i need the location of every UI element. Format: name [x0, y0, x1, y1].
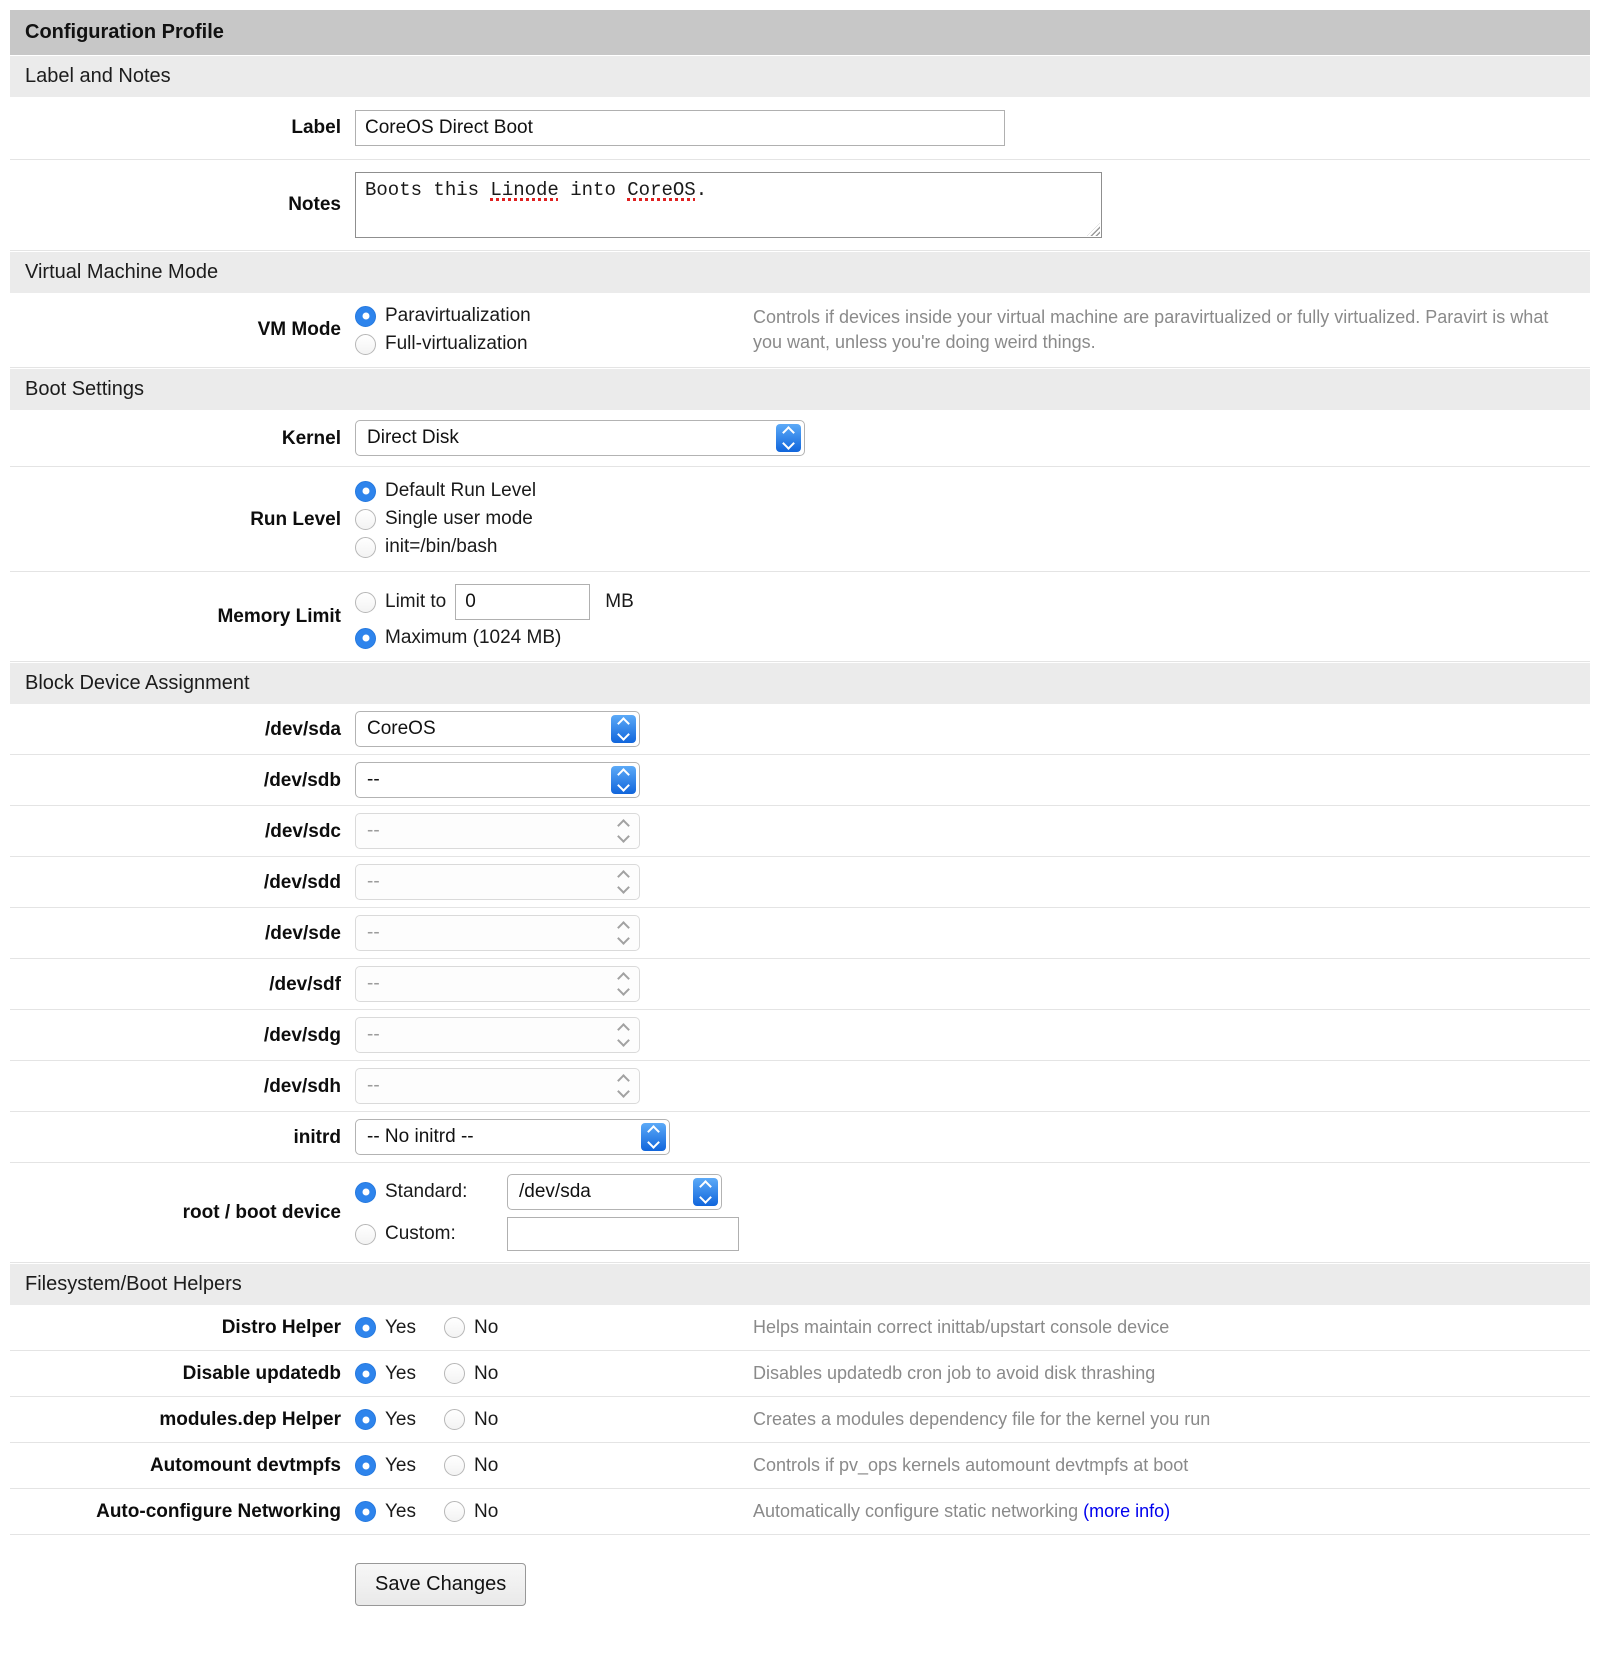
run-level-label: Run Level: [250, 508, 341, 530]
select-spinner-icon: [611, 919, 636, 947]
select-spinner-icon: [611, 766, 636, 794]
section-boot-settings: Boot Settings: [10, 369, 1590, 410]
radio-yes-label: Yes: [385, 1408, 416, 1430]
device-sdc-select-value: --: [367, 820, 380, 842]
radio-yes-label: Yes: [385, 1316, 416, 1338]
notes-text: Boots this: [365, 179, 491, 201]
device-row-sda: [10, 704, 1590, 755]
select-spinner-icon: [693, 1178, 718, 1206]
device-sdf-label: /dev/sdf: [269, 973, 341, 995]
notes-text: .: [695, 179, 708, 201]
memory-limit-input[interactable]: [455, 584, 590, 620]
helper-row-modules-dep: [10, 1397, 1590, 1443]
run-level-row: [10, 467, 1590, 572]
modules-dep-helper-label: modules.dep Helper: [159, 1409, 341, 1430]
device-sdg-label: /dev/sdg: [263, 1024, 341, 1046]
auto-configure-networking-help-text: [753, 1499, 1590, 1524]
radio-automount-no[interactable]: [444, 1455, 465, 1476]
root-boot-device-row: [10, 1163, 1590, 1263]
label-field-label: Label: [291, 117, 341, 139]
label-row: [10, 97, 1590, 160]
root-custom-label: Custom:: [385, 1223, 456, 1245]
memory-limit-label: Memory Limit: [217, 606, 341, 627]
radio-yes-label: Yes: [385, 1362, 416, 1384]
radio-distro-helper-no[interactable]: [444, 1317, 465, 1338]
device-sdg-select: [355, 1017, 640, 1053]
radio-memory-limit-to-label: Limit to: [385, 591, 447, 613]
helper-row-updatedb: [10, 1351, 1590, 1397]
radio-full-virtualization[interactable]: [355, 334, 376, 355]
device-sdd-select-value: --: [367, 871, 380, 893]
device-sdd-label: /dev/sdd: [263, 871, 341, 893]
device-row-sdb: [10, 755, 1590, 806]
radio-no-label: No: [474, 1408, 499, 1430]
radio-memory-maximum[interactable]: [355, 628, 376, 649]
radio-automount-yes[interactable]: [355, 1455, 376, 1476]
radio-memory-maximum-label: Maximum (1024 MB): [385, 627, 562, 649]
select-spinner-icon: [611, 868, 636, 896]
helper-row-auto-networking: [10, 1489, 1590, 1535]
distro-helper-help-text: Helps maintain correct inittab/upstart console device: [753, 1317, 1170, 1338]
device-row-sdh: [10, 1061, 1590, 1112]
select-spinner-icon: [776, 424, 801, 452]
kernel-select-value: Direct Disk: [367, 427, 459, 449]
device-sda-select-value: CoreOS: [367, 718, 436, 740]
device-sdg-select-value: --: [367, 1024, 380, 1046]
radio-auto-networking-no[interactable]: [444, 1501, 465, 1522]
helper-row-automount: [10, 1443, 1590, 1489]
textarea-resize-handle-icon[interactable]: [1087, 223, 1100, 236]
device-sdc-label: /dev/sdc: [264, 820, 341, 842]
root-custom-input[interactable]: [507, 1217, 739, 1251]
disable-updatedb-help-text: Disables updatedb cron job to avoid disk thrashing: [753, 1363, 1156, 1384]
device-sdf-select: [355, 966, 640, 1002]
device-sda-select[interactable]: [355, 711, 640, 747]
device-row-sdf: [10, 959, 1590, 1010]
radio-root-custom[interactable]: [355, 1224, 376, 1245]
root-boot-device-label: root / boot device: [182, 1202, 341, 1223]
radio-no-label: No: [474, 1500, 499, 1522]
device-sdb-label: /dev/sdb: [263, 769, 341, 791]
radio-modules-dep-yes[interactable]: [355, 1409, 376, 1430]
automount-devtmpfs-help-text: Controls if pv_ops kernels automount devtmpfs at boot: [753, 1455, 1189, 1476]
radio-init-bin-bash[interactable]: [355, 537, 376, 558]
configuration-profile-page: [10, 10, 1590, 1646]
notes-text-misspelled: CoreOS: [627, 179, 696, 201]
memory-limit-row: [10, 572, 1590, 662]
more-info-link[interactable]: (more info): [1083, 1501, 1171, 1522]
radio-no-label: No: [474, 1454, 499, 1476]
initrd-select-value: -- No initrd --: [367, 1126, 474, 1148]
save-area: [10, 1535, 1590, 1646]
notes-text: into: [558, 179, 628, 201]
disable-updatedb-label: Disable updatedb: [182, 1363, 341, 1384]
notes-textarea[interactable]: [355, 172, 1102, 238]
auto-networking-help-text: Automatically configure static networking: [753, 1501, 1084, 1522]
radio-default-run-level[interactable]: [355, 481, 376, 502]
select-spinner-icon: [611, 970, 636, 998]
vm-mode-row: [10, 293, 1590, 368]
select-spinner-icon: [611, 817, 636, 845]
radio-paravirtualization-label: Paravirtualization: [385, 305, 531, 327]
page-title: Configuration Profile: [10, 10, 1590, 55]
device-row-sdd: [10, 857, 1590, 908]
select-spinner-icon: [611, 715, 636, 743]
section-filesystem-boot-helpers: Filesystem/Boot Helpers: [10, 1264, 1590, 1305]
radio-auto-networking-yes[interactable]: [355, 1501, 376, 1522]
device-sde-label: /dev/sde: [264, 922, 341, 944]
select-spinner-icon: [611, 1072, 636, 1100]
device-sdb-select-value: --: [367, 769, 380, 791]
helper-row-distro: [10, 1305, 1590, 1351]
notes-field-label: Notes: [288, 194, 341, 216]
initrd-row: [10, 1112, 1590, 1163]
initrd-label: initrd: [293, 1126, 341, 1148]
radio-distro-helper-yes[interactable]: [355, 1317, 376, 1338]
device-sdd-select: [355, 864, 640, 900]
select-spinner-icon: [611, 1021, 636, 1049]
radio-no-label: No: [474, 1362, 499, 1384]
device-sde-select: [355, 915, 640, 951]
memory-limit-unit: MB: [605, 591, 634, 613]
device-row-sdg: [10, 1010, 1590, 1061]
device-sdb-select[interactable]: [355, 762, 640, 798]
radio-root-standard[interactable]: [355, 1182, 376, 1203]
automount-devtmpfs-label: Automount devtmpfs: [149, 1455, 341, 1476]
section-label-and-notes: Label and Notes: [10, 56, 1590, 97]
device-sdh-select-value: --: [367, 1075, 380, 1097]
root-standard-select-value: /dev/sda: [519, 1181, 591, 1203]
kernel-select[interactable]: [355, 420, 805, 456]
select-spinner-icon: [641, 1123, 666, 1151]
device-sdh-select: [355, 1068, 640, 1104]
initrd-select[interactable]: [355, 1119, 670, 1155]
kernel-row: [10, 410, 1590, 467]
device-sde-select-value: --: [367, 922, 380, 944]
radio-disable-updatedb-no[interactable]: [444, 1363, 465, 1384]
section-block-device-assignment: Block Device Assignment: [10, 663, 1590, 704]
section-virtual-machine-mode: Virtual Machine Mode: [10, 252, 1590, 293]
vm-mode-label: VM Mode: [257, 319, 341, 341]
radio-yes-label: Yes: [385, 1500, 416, 1522]
radio-no-label: No: [474, 1316, 499, 1338]
radio-init-bin-bash-label: init=/bin/bash: [385, 536, 498, 558]
modules-dep-help-text: Creates a modules dependency file for the kernel you run: [753, 1409, 1211, 1430]
device-sdf-select-value: --: [367, 973, 380, 995]
device-sdh-label: /dev/sdh: [263, 1075, 341, 1097]
device-row-sdc: [10, 806, 1590, 857]
kernel-label: Kernel: [281, 427, 341, 449]
vm-mode-help-text: Controls if devices inside your virtual machine are paravirtualized or fully virtualized. Paravirt is what you want, unless you're doing weird things.: [753, 307, 1549, 353]
radio-memory-limit-to[interactable]: [355, 592, 376, 613]
radio-full-virtualization-label: Full-virtualization: [385, 333, 528, 355]
save-changes-button[interactable]: Save Changes: [355, 1563, 526, 1606]
root-standard-select[interactable]: [507, 1174, 722, 1210]
radio-single-user-mode[interactable]: [355, 509, 376, 530]
device-sdc-select: [355, 813, 640, 849]
root-standard-label: Standard:: [385, 1181, 468, 1203]
device-row-sde: [10, 908, 1590, 959]
radio-yes-label: Yes: [385, 1454, 416, 1476]
radio-default-run-level-label: Default Run Level: [385, 480, 537, 502]
notes-text-misspelled: Linode: [490, 179, 559, 201]
distro-helper-label: Distro Helper: [221, 1317, 341, 1338]
radio-disable-updatedb-yes[interactable]: [355, 1363, 376, 1384]
notes-row: [10, 160, 1590, 251]
radio-modules-dep-no[interactable]: [444, 1409, 465, 1430]
radio-paravirtualization[interactable]: [355, 306, 376, 327]
device-sda-label: /dev/sda: [264, 718, 341, 740]
radio-single-user-mode-label: Single user mode: [385, 508, 533, 530]
label-input[interactable]: [355, 110, 1005, 146]
auto-configure-networking-label: Auto-configure Networking: [96, 1501, 341, 1522]
